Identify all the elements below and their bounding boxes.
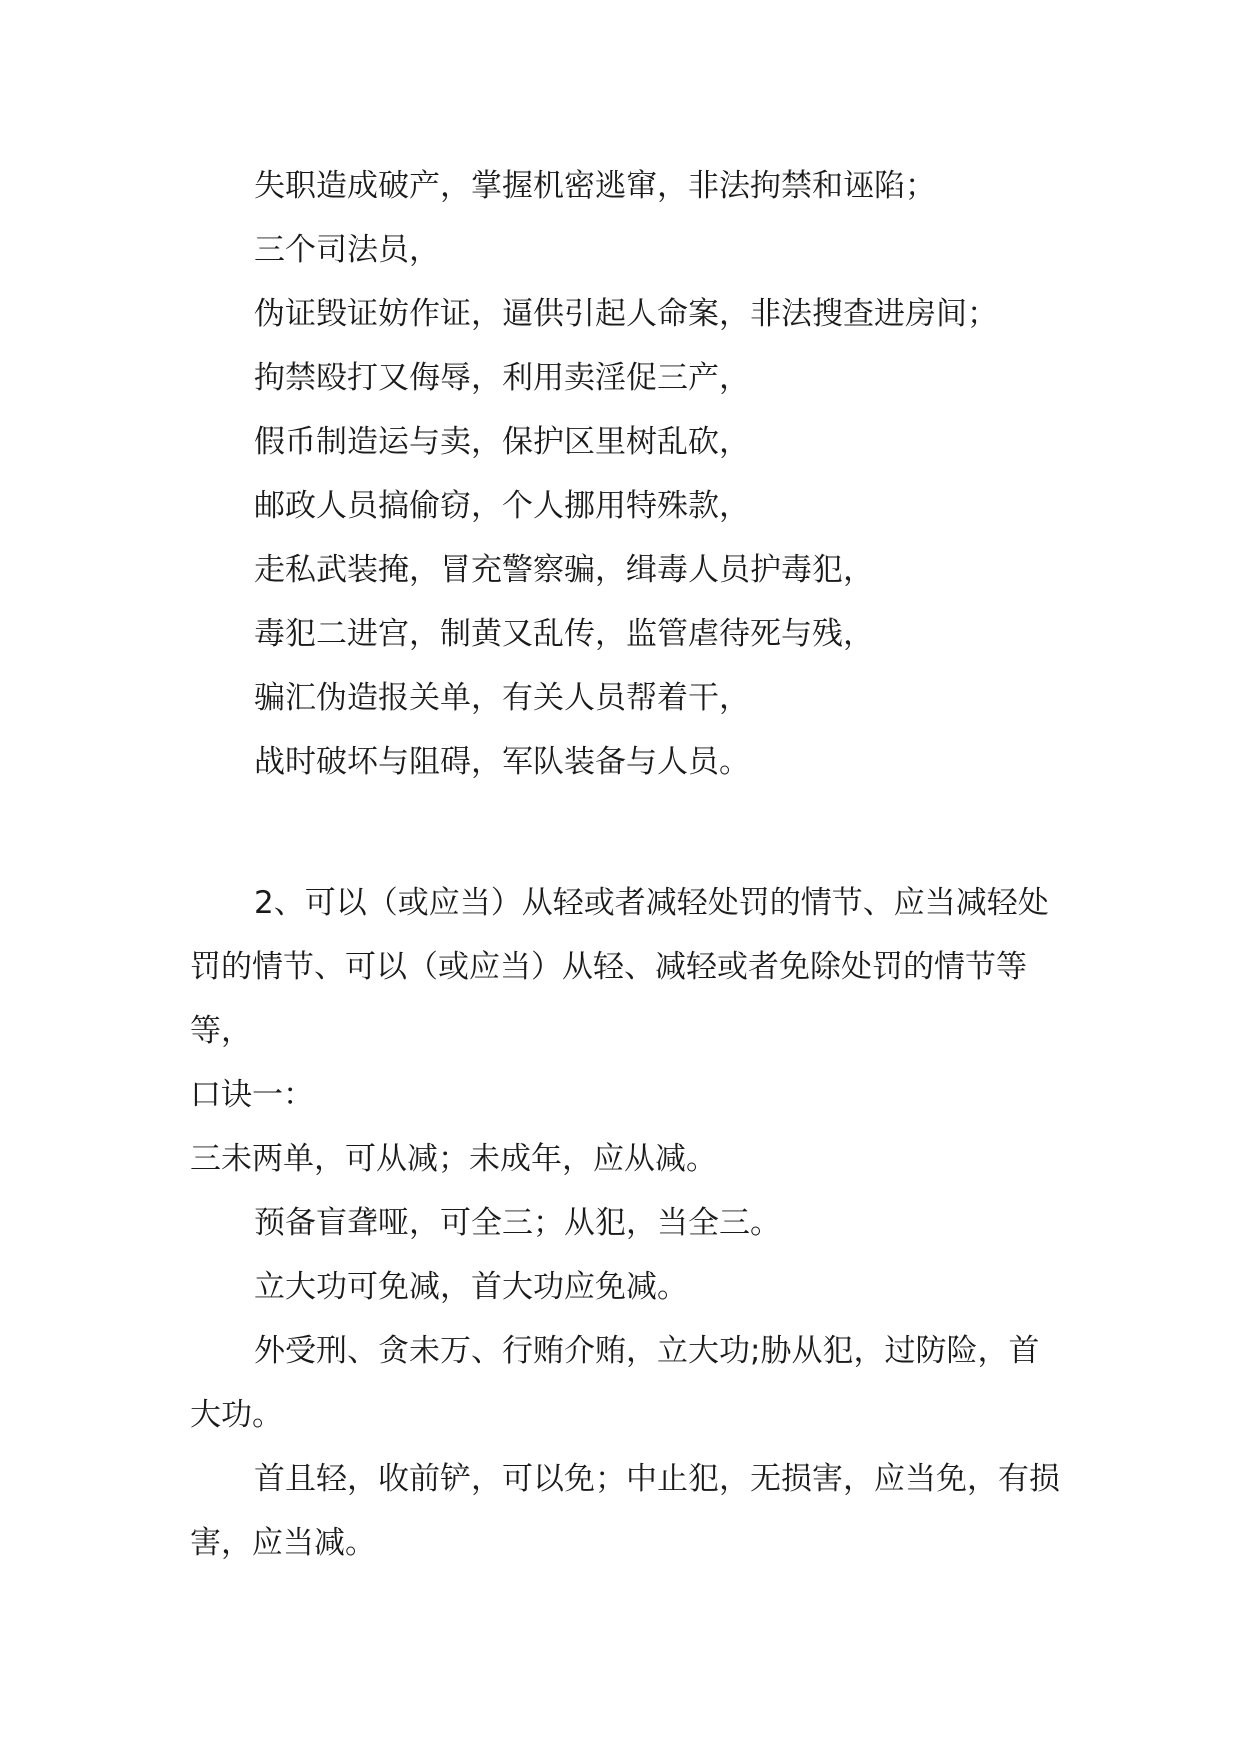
section-2: [190, 871, 1070, 1575]
mnemonic-poem: [190, 154, 1070, 794]
mnemonic-line: 预备盲聋哑，可全三；从犯，当全三。: [254, 1205, 781, 1241]
poem-line: 毒犯二进宫，制黄又乱传，监管虐待死与残，: [254, 616, 874, 652]
poem-line: 失职造成破产，掌握机密逃窜，非法拘禁和诬陷；: [254, 168, 936, 204]
poem-line: 拘禁殴打又侮辱，利用卖淫促三产，: [254, 360, 750, 396]
poem-line: 走私武装掩，冒充警察骗，缉毒人员护毒犯，: [254, 552, 874, 588]
mnemonic-line: 首且轻，收前铲，可以免；中止犯，无损害，应当免，有损害，应当减。: [190, 1461, 1060, 1561]
poem-line: 三个司法员，: [254, 232, 440, 268]
poem-line: 战时破坏与阻碍，军队装备与人员。: [254, 744, 750, 780]
mnemonic-line: 外受刑、贪未万、行贿介贿，立大功;胁从犯，过防险，首大功。: [190, 1333, 1040, 1433]
mnemonic-line: 立大功可免减，首大功应免减。: [254, 1269, 688, 1305]
mnemonic-line: 三未两单，可从减；未成年，应从减。: [190, 1141, 717, 1177]
poem-line: 伪证毁证妨作证，逼供引起人命案，非法搜查进房间；: [254, 296, 998, 332]
poem-line: 骗汇伪造报关单，有关人员帮着干，: [254, 680, 750, 716]
section-heading: 2、可以（或应当）从轻或者减轻处罚的情节、应当减轻处罚的情节、可以（或应当）从轻、减轻或者免除处罚的情节等等，: [190, 885, 1049, 1049]
mnemonic-label: 口诀一：: [190, 1077, 314, 1113]
poem-line: 邮政人员搞偷窃，个人挪用特殊款，: [254, 488, 750, 524]
poem-line: 假币制造运与卖，保护区里树乱砍，: [254, 424, 750, 460]
